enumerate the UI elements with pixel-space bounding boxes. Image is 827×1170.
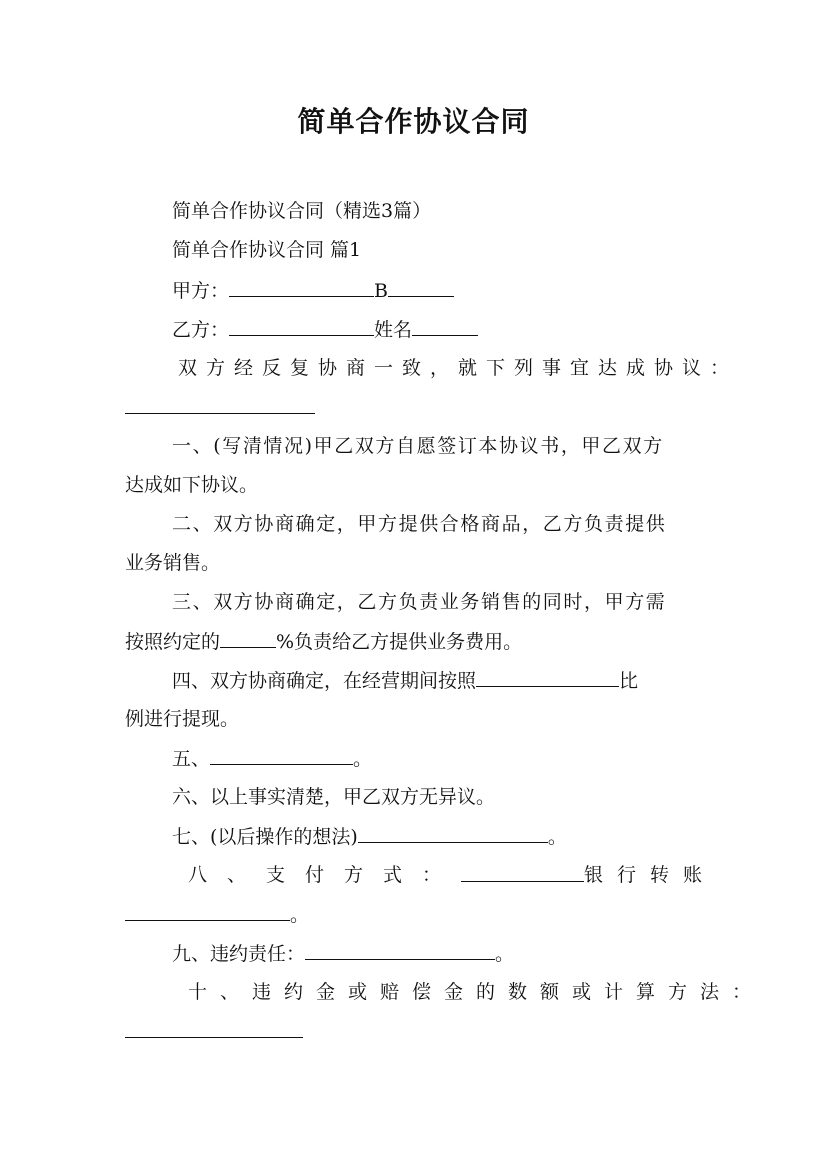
intro-blank [125,393,315,414]
party-b-name-blank [412,315,478,336]
item-8-blank [461,861,584,882]
item-4-cont: 例进行提现。 [125,708,240,730]
item-10-blank [125,1017,303,1038]
item-10: 十、违约金或赔偿金的数额或计算方法： [188,981,765,1003]
item-9: 九、违约责任： 。 [172,939,514,968]
party-b-blank [229,315,374,336]
item-1: 一、(写清情况)甲乙双方自愿签订本协议书，甲乙双方 [172,435,664,457]
intro-blank-line [125,393,315,422]
item-8-account-blank [125,900,290,921]
party-a-b-blank [388,276,454,297]
item-3: 三、双方协商确定，乙方负责业务销售的同时，甲方需 [172,591,667,613]
item-7: 七、(以后操作的想法) 。 [172,822,567,851]
item-6: 六、以上事实清楚，甲乙双方无异议。 [172,786,496,808]
party-a-blank [229,276,374,297]
subtitle-line: 简单合作协议合同（精选3篇） [172,200,432,222]
item-2-cont: 业务销售。 [125,552,221,574]
item-9-blank [305,939,495,960]
item-4: 四、双方协商确定，在经营期间按照 比 [172,666,638,695]
item-8-cont: 。 [125,900,309,929]
item-5: 五、 。 [172,744,372,773]
item-8: 八、支付方式： 银行转账 [188,861,702,889]
document-title: 简单合作协议合同 [297,105,530,138]
item-10-blank-line [125,1017,303,1046]
section-heading: 简单合作协议合同 篇1 [172,239,362,261]
percent-blank [220,627,276,648]
intro-line: 双方经反复协商一致，就下列事宜达成协议： [178,357,739,379]
item-2: 二、双方协商确定，甲方提供合格商品，乙方负责提供 [172,513,667,535]
item-1-cont: 达成如下协议。 [125,474,259,496]
party-a-line: 甲方： B [172,276,454,305]
party-b-line: 乙方： 姓名 [172,315,478,344]
item-3-cont: 按照约定的 %负责给乙方提供业务费用。 [125,627,522,656]
item-4-blank [476,666,619,687]
item-5-blank [210,744,353,765]
item-7-blank [358,822,548,843]
